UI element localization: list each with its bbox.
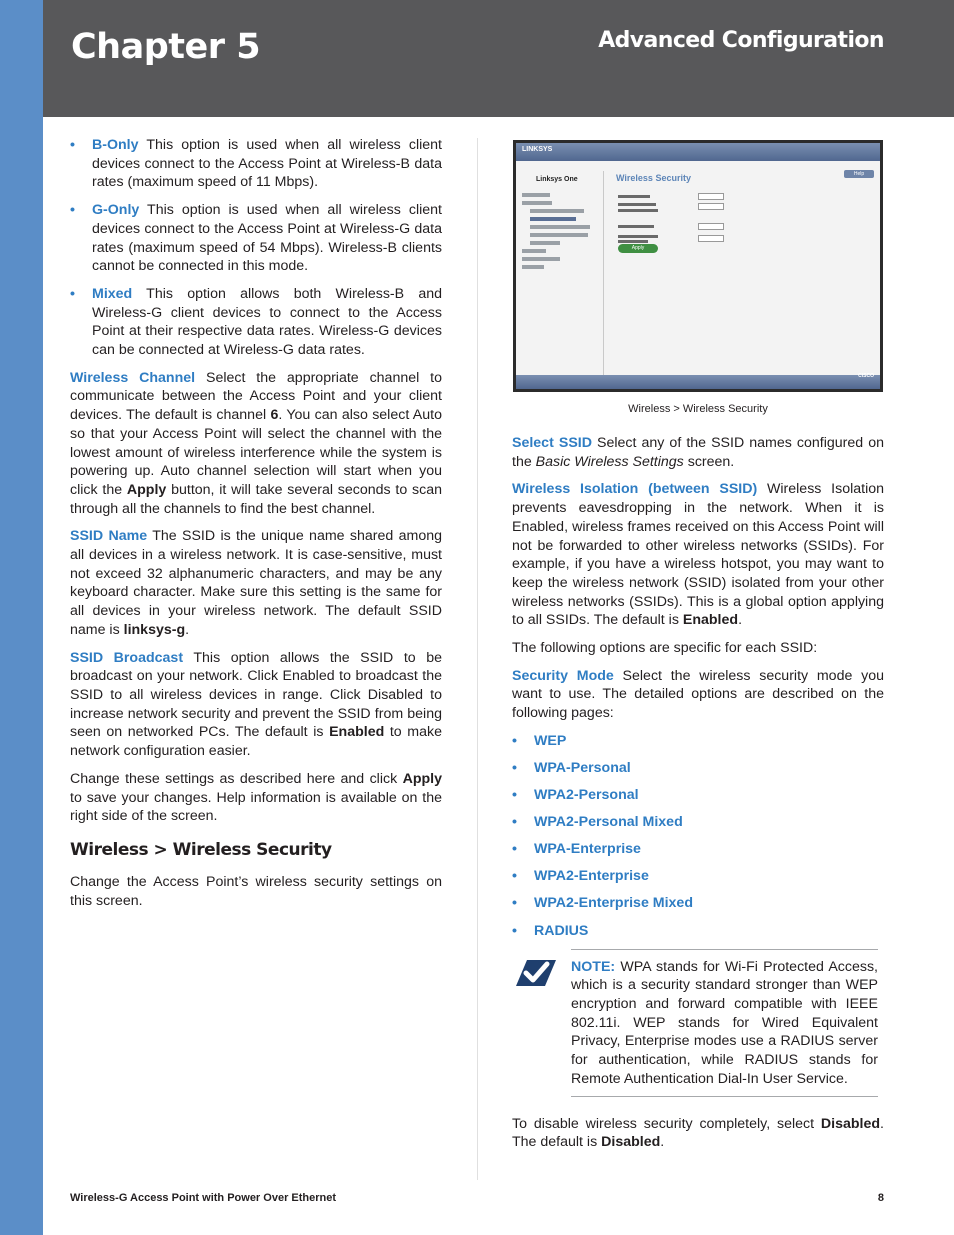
nav-item (530, 241, 560, 245)
term: Mixed (92, 285, 133, 302)
bullet-icon: • (512, 759, 517, 776)
apply-label: Apply (402, 770, 442, 787)
term: Wireless Isolation (between SSID) (512, 481, 758, 498)
list-item[interactable] (512, 922, 884, 941)
paragraph-text: button, it will take several seconds to scan through all the channels to find the best channel. (70, 481, 442, 517)
screenshot-help-button: Help (844, 170, 874, 178)
bullet-icon: • (512, 787, 517, 804)
list-item[interactable] (512, 840, 884, 859)
screenshot-figure (513, 140, 883, 392)
screenshot-apply-button: Apply (618, 244, 658, 253)
paragraph-text: Select the wireless security mode you want to use. The detailed options are described on the following pages: (512, 667, 884, 722)
page-header (43, 0, 954, 117)
field-label (618, 235, 658, 238)
italic-reference: Basic Wireless Settings (535, 453, 684, 470)
paragraph-text: Select any of the SSID names configured on the (512, 435, 884, 470)
screenshot-top-bar (516, 143, 880, 161)
column-divider (477, 138, 478, 1180)
paragraph-text: . (738, 612, 743, 629)
list-item[interactable] (512, 813, 884, 832)
screenshot-heading: Wireless Security (616, 173, 691, 183)
mode-link[interactable]: WEP (534, 732, 567, 749)
footer-product: Wireless-G Access Point with Power Over Ethernet (70, 1192, 337, 1204)
bullet-icon: • (512, 895, 517, 912)
note-top-rule (571, 949, 878, 950)
select-ssid-paragraph (512, 434, 884, 471)
nav-item (522, 201, 552, 205)
screenshot-content (516, 143, 880, 389)
ssid-name-paragraph (70, 527, 442, 639)
bullet-icon: • (70, 202, 75, 219)
apply-label: Apply (126, 481, 167, 498)
isolation-ssid-dropdown (698, 235, 724, 242)
paragraph-text: Wireless Isolation prevents eavesdropping in the network. When it is Enabled, wireless frames received on this Access Point will not be forwarded to other wireless networks (SSIDs). For example, if you have a wireless hotspot, you may want to keep the wireless network (SSID) isolated from your other wireless networks (SSIDs). This is a global option applying to all SSIDs. The default is (512, 481, 884, 629)
default-value: linksys-g (123, 621, 186, 638)
default-value: Enabled (682, 612, 739, 629)
screenshot-nav-tree (516, 171, 604, 376)
paragraph-text: The SSID is the unique name shared among all devices in a wireless network. It is case-sensitive, must not exceed 32 alphanumeric characters, and may be any keyboard character. Make sure this setting is the same for all devices in your wireless network. The default SSID name is (70, 528, 442, 638)
mode-link[interactable]: WPA2-Personal Mixed (534, 814, 683, 831)
section-title: Advanced Configuration (598, 28, 884, 53)
left-column (70, 136, 442, 919)
paragraph-text: to save your changes. Help information is available on the right side of the screen. (70, 789, 442, 825)
ssid-broadcast-paragraph (70, 649, 442, 761)
security-mode-paragraph (512, 667, 884, 723)
intro-paragraph: Change the Access Point’s wireless security settings on this screen. (70, 873, 442, 909)
term: Select SSID (512, 435, 592, 451)
bullet-icon: • (70, 285, 75, 302)
security-mode-list (512, 732, 884, 940)
paragraph-text: Change these settings as described here and click (70, 770, 403, 787)
disabled-value: Disabled (820, 1115, 881, 1132)
paragraph-text: screen. (683, 453, 735, 470)
list-item-text: This option allows both Wireless-B and Wireless-G client devices to connect to the Access Point at their respective data rates. Wireless-G devices can be connected at Wireless-G data rates. (92, 285, 442, 359)
page-number: 8 (877, 1192, 884, 1204)
term: B-Only (92, 137, 139, 153)
nav-item (530, 209, 584, 213)
mode-link[interactable]: WPA-Enterprise (534, 841, 641, 858)
list-item-text: This option is used when all wireless client devices connect to the Access Point at Wireless-G data rates (maximum speed of 54 Mbps). Wireless-B clients cannot be connected in this mode. (92, 202, 442, 275)
chapter-title: Chapter 5 (71, 27, 261, 67)
bullet-icon: • (512, 868, 517, 885)
bullet-icon: • (512, 732, 517, 749)
paragraph-text: Select the appropriate channel to communicate between the Access Point and your client devices. The default is channel (70, 369, 442, 424)
default-value: Enabled (329, 724, 385, 741)
note-label: NOTE: (571, 958, 616, 975)
bullet-icon: • (512, 841, 517, 858)
list-item[interactable] (512, 732, 884, 751)
figure-caption: Wireless > Wireless Security (628, 403, 768, 415)
screenshot-product-name: Linksys One (536, 176, 578, 183)
field-label (618, 240, 648, 243)
wireless-channel-paragraph (70, 369, 442, 519)
mode-link[interactable]: WPA2-Personal (534, 787, 639, 804)
bullet-icon: • (512, 922, 517, 939)
change-settings-paragraph (70, 770, 442, 826)
bullet-icon: • (512, 814, 517, 831)
mode-link[interactable]: WPA2-Enterprise Mixed (534, 895, 693, 912)
default-value: Disabled (601, 1134, 661, 1151)
screenshot-bottom-bar (516, 375, 880, 389)
list-item-text: This option is used when all wireless client devices connect to the Access Point at Wireless-B data rates (maximum speed of 11 Mbps). (92, 137, 442, 191)
field-label (618, 203, 656, 206)
list-item (70, 136, 442, 192)
list-item[interactable] (512, 786, 884, 805)
bullet-icon: • (70, 137, 75, 153)
term: SSID Broadcast (70, 649, 184, 666)
security-mode-dropdown (698, 223, 724, 230)
term: G-Only (92, 202, 140, 219)
field-label (618, 195, 650, 198)
nav-item (522, 193, 550, 197)
nav-item (530, 217, 576, 221)
subsection-heading: Wireless > Wireless Security (70, 839, 332, 860)
note-text (571, 949, 878, 1089)
list-item (70, 285, 442, 360)
mode-link[interactable]: WPA2-Enterprise (534, 868, 649, 885)
default-value: 6 (270, 407, 279, 424)
right-column (512, 140, 884, 1161)
field-label (618, 225, 654, 228)
field-label (618, 209, 658, 212)
nav-item (522, 265, 544, 269)
wireless-mode-list (70, 136, 442, 360)
disable-paragraph (512, 1115, 884, 1152)
nav-item (530, 233, 588, 237)
term: Wireless Channel (70, 369, 196, 386)
cisco-logo: CISCO (858, 373, 874, 380)
side-color-bar (0, 0, 43, 1235)
paragraph-text: to make network configuration easier. (70, 724, 442, 760)
paragraph-text: . The default is (512, 1115, 884, 1151)
note-body: WPA stands for Wi-Fi Protected Access, which is a security standard stronger than WEP encryption and forward compatible with IEEE 802.11i. WEP stands for Wired Equivalent Privacy, Enterprise modes use a RADIUS server for authentication, while RADIUS stands for Remote Authentication Dial-In User Service. (571, 958, 878, 1087)
specific-options-paragraph: The following options are specific for each SSID: (512, 640, 818, 657)
nav-item (522, 257, 560, 261)
paragraph-text: This option allows the SSID to be broadcast on your network. Click Enabled to broadcast the SSID to all wireless devices in range. Click Disabled to increase network security and prevent the SSID from being seen on networked PCs. The default is (70, 649, 442, 741)
isolation-paragraph (512, 480, 884, 630)
paragraph-text: . (185, 621, 190, 638)
term: SSID Name (70, 528, 148, 545)
nav-item (530, 225, 590, 229)
note-box (512, 949, 884, 1089)
select-ssid-dropdown (698, 193, 724, 200)
isolation-dropdown (698, 203, 724, 210)
term: Security Mode (512, 667, 614, 684)
paragraph-text: . You can also select Auto so that your Access Point will select the channel with the lowest amount of wireless interference while the system is powering up. Auto channel selection will start when you click the (70, 407, 442, 498)
paragraph-text: To disable wireless security completely, select (512, 1115, 821, 1132)
checkmark-icon (513, 955, 559, 991)
list-item[interactable] (512, 894, 884, 913)
paragraph-text: . (660, 1134, 665, 1151)
list-item (70, 201, 442, 276)
list-item[interactable] (512, 867, 884, 886)
list-item[interactable] (512, 759, 884, 778)
mode-link[interactable]: WPA-Personal (534, 759, 631, 776)
linksys-logo: LINKSYS (522, 146, 553, 153)
mode-link[interactable]: RADIUS (534, 922, 589, 939)
note-bottom-rule (571, 1096, 878, 1097)
nav-item (522, 249, 546, 253)
